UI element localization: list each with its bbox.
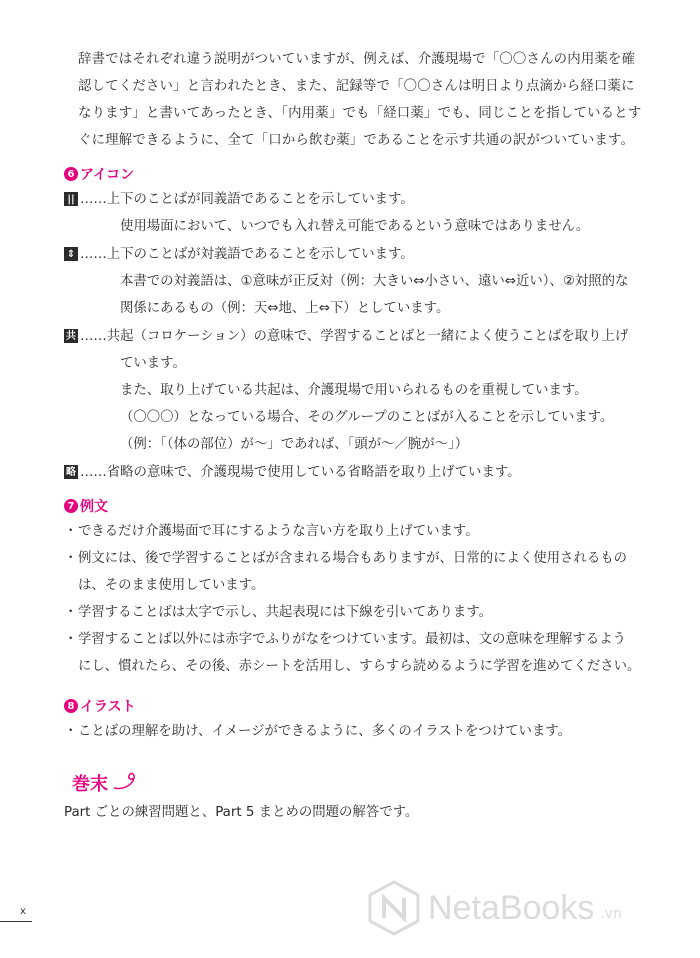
icon-entry [64, 323, 640, 458]
icon-description-line: ています。 [120, 356, 186, 371]
bullet-item [64, 626, 644, 653]
section-title: イラスト [80, 699, 136, 715]
illust-list [64, 718, 644, 745]
abbreviation-icon: 略 [66, 466, 76, 478]
bullet-dot-icon: ・ [64, 524, 78, 539]
example-list [64, 518, 644, 680]
section-number-badge: 8 [64, 699, 78, 713]
bullet-text: 例文には、後で学習することばが含まれる場合もありますが、日常的によく使用されるもの [78, 551, 628, 566]
section-7-heading [64, 496, 108, 516]
icon-description-line: （例：「（体の部位）が〜」であれば、「頭が〜／腕が〜」） [120, 437, 469, 452]
kanmatsu-body: Part ごとの練習問題と、Part 5 まとめの問題の解答です。 [64, 805, 419, 820]
icon-entry [64, 241, 640, 322]
icon-description-line: （〇〇〇）となっている場合、そのグループのことばが入ることを示しています。 [120, 410, 614, 425]
bullet-dot-icon: ・ [64, 724, 78, 739]
icon-description-line: ……共起（コロケーション）の意味で、学習することばと一緒によく使うことばを取り上げ [80, 329, 629, 344]
icon-description-line: ……上下のことばが同義語であることを示しています。 [80, 192, 414, 207]
watermark-suffix: .vn [600, 906, 622, 922]
bullet-item [64, 718, 644, 745]
section-title: 例文 [80, 499, 108, 515]
intro-line: 辞書ではそれぞれ違う説明がついていますが、例えば、介護現場で「〇〇さんの内用薬を確 [78, 52, 636, 67]
section-number-badge: 7 [64, 499, 78, 513]
icon-description-line: ……上下のことばが対義語であることを示しています。 [80, 247, 414, 262]
icon-entry [64, 459, 640, 486]
section-8-heading [64, 696, 136, 716]
icon-entry [64, 186, 640, 240]
icon-description-line: 関係にあるもの（例：天⇔地、上⇔下）としています。 [120, 301, 450, 316]
swirl-ornament-icon [112, 770, 142, 792]
bullet-item [64, 518, 644, 545]
watermark-brand: NetaBooks [428, 888, 595, 927]
bullet-item [64, 545, 644, 572]
bullet-text: 学習することばは太字で示し、共起表現には下線を引いてあります。 [78, 605, 493, 620]
icon-description-line: 使用場面において、いつでも入れ替え可能であるという意味ではありません。 [120, 219, 590, 234]
bullet-text: できるだけ介護場面で耳にするような言い方を取り上げています。 [78, 524, 479, 539]
bullet-continuation: にし、慣れたら、その後、赤シートを活用し、すらすら読めるように学習を進めてください。 [78, 659, 641, 674]
intro-line: なります」と書いてあったとき、「内用薬」でも「経口薬」でも、同じことを指しているとす [78, 106, 642, 121]
intro-line: ぐに理解できるように、全て「口から飲む薬」であることを示す共通の訳がついています。 [78, 133, 635, 148]
collocation-icon: 共 [66, 330, 76, 342]
kanmatsu-heading: 巻末 [72, 774, 108, 795]
intro-line: 認してください」と言われたとき、また、記録等で「〇〇さんは明日より点滴から経口薬に [78, 79, 635, 94]
bullet-continuation: は、そのまま使用しています。 [78, 578, 265, 593]
bullet-item [64, 599, 644, 626]
antonym-icon: ⇕ [64, 247, 78, 261]
bullet-dot-icon: ・ [64, 551, 78, 566]
bullet-text: 学習することば以外には赤字でふりがなをつけています。最初は、文の意味を理解するよう [78, 632, 626, 647]
icon-description-line: 本書での対義語は、①意味が正反対（例：大きい⇔小さい、遠い⇔近い）、②対照的な [120, 274, 629, 289]
icon-description-line: ……省略の意味で、介護現場で使用している省略語を取り上げています。 [80, 465, 521, 480]
netabooks-logo-icon [366, 880, 422, 936]
bullet-text: ことばの理解を助け、イメージができるように、多くのイラストをつけています。 [78, 724, 572, 739]
icon-description-line: また、取り上げている共起は、介護現場で用いられるものを重視しています。 [120, 383, 588, 398]
section-title: アイコン [80, 167, 135, 183]
synonym-icon: || [64, 192, 78, 206]
section-number-badge: 6 [64, 167, 78, 181]
bullet-dot-icon: ・ [64, 605, 78, 620]
page-number: x [20, 906, 26, 917]
bullet-dot-icon: ・ [64, 632, 78, 647]
section-6-heading [64, 164, 134, 184]
page-number-rule [0, 921, 32, 922]
watermark [366, 880, 622, 936]
intro-paragraph [64, 46, 644, 154]
